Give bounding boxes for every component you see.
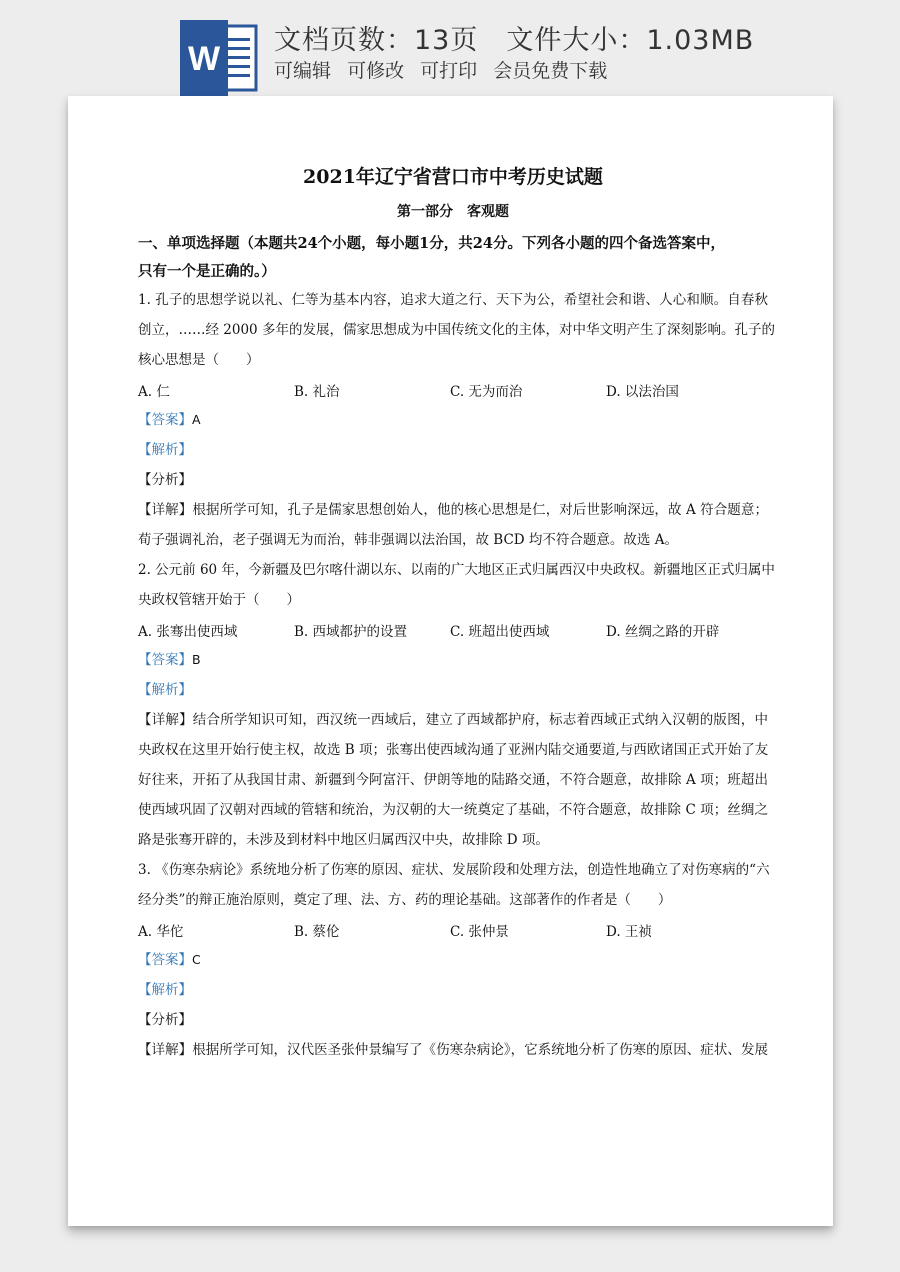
q2-detail-line: 使西域巩固了汉朝对西域的管辖和统治，为汉朝的大一统奠定了基础，不符合题意，故排除 C 项；丝绸之 [138, 802, 768, 818]
q3-stem-line: 经分类”的辩正施治原则，奠定了理、法、方、药的理论基础。这部著作的作者是（ ） [138, 892, 672, 908]
q3-option-c: C. 张仲景 [450, 924, 509, 940]
q3-option-d: D. 王祯 [606, 924, 652, 940]
q1-option-a: A. 仁 [138, 384, 170, 400]
q2-answer: 【答案】B [138, 652, 201, 668]
q1-option-b: B. 礼治 [294, 384, 340, 400]
file-stats [274, 18, 754, 57]
feature-member-download: 会员免费下载 [493, 60, 608, 82]
q1-analysis-label: 【解析】 [138, 442, 192, 458]
feature-printable: 可打印 [420, 60, 478, 82]
q1-detail-line: 荀子强调礼治，老子强调无为而治，韩非强调以法治国，故 BCD 均不符合题意。故选 A。 [138, 532, 678, 548]
q1-option-c: C. 无为而治 [450, 384, 523, 400]
q2-option-d: D. 丝绸之路的开辟 [606, 624, 720, 640]
part-heading: 第一部分 客观题 [397, 204, 509, 220]
q1-fenxi-label: 【分析】 [138, 472, 192, 488]
file-size: 文件大小：1.03MB [506, 25, 755, 56]
q1-detail-line: 【详解】根据所学可知，孔子是儒家思想创始人，他的核心思想是仁，对后世影响深远，故 A 符合题意； [138, 502, 768, 518]
document-info-banner [0, 0, 900, 100]
q3-answer: 【答案】C [138, 952, 201, 968]
feature-list [274, 56, 617, 83]
q2-detail-line: 央政权在这里开始行使主权，故选 B 项；张骞出使西域沟通了亚洲内陆交通要道,与西欧诸国正式开始了友 [138, 742, 769, 758]
q3-option-b: B. 蔡伦 [294, 924, 340, 940]
q2-option-c: C. 班超出使西域 [450, 624, 550, 640]
q2-detail-line: 路是张骞开辟的，未涉及到材料中地区归属西汉中央，故排除 D 项。 [138, 832, 549, 848]
q1-stem-line: 核心思想是（ ） [138, 352, 260, 368]
q1-option-d: D. 以法治国 [606, 384, 679, 400]
feature-modifiable: 可修改 [347, 60, 405, 82]
q2-detail-line: 好往来，开拓了从我国甘肃、新疆到今阿富汗、伊朗等地的陆路交通，不符合题意，故排除 A 项；班超出 [138, 772, 768, 788]
document-title: 2021年辽宁省营口市中考历史试题 [303, 166, 603, 188]
q1-answer: 【答案】A [138, 412, 201, 428]
q1-stem-line: 1. 孔子的思想学说以礼、仁等为基本内容，追求大道之行、天下为公，希望社会和谐、人心和顺。自春秋 [138, 292, 768, 308]
q2-stem-line: 2. 公元前 60 年，今新疆及巴尔喀什湖以东、以南的广大地区正式归属西汉中央政权。新疆地区正式归属中 [138, 562, 775, 578]
q2-analysis-label: 【解析】 [138, 682, 192, 698]
q3-analysis-label: 【解析】 [138, 982, 192, 998]
feature-editable: 可编辑 [274, 60, 332, 82]
q3-option-a: A. 华佗 [138, 924, 184, 940]
section-heading: 一、单项选择题（本题共24个小题，每小题1分，共24分。下列各小题的四个备选答案中， 只有一个是正确的。） [138, 235, 725, 280]
q1-stem-line: 创立，……经 2000 多年的发展，儒家思想成为中国传统文化的主体，对中华文明产生了深刻影响。孔子的 [138, 322, 775, 338]
q2-stem-line: 央政权管辖开始于（ ） [138, 592, 300, 608]
q3-stem-line: 3. 《伤寒杂病论》系统地分析了伤寒的原因、症状、发展阶段和处理方法，创造性地确立了对伤寒病的“六 [138, 862, 770, 878]
q2-option-b: B. 西域都护的设置 [294, 624, 408, 640]
page-count: 文档页数：13页 [274, 25, 479, 56]
q3-detail-line: 【详解】根据所学可知，汉代医圣张仲景编写了《伤寒杂病论》，它系统地分析了伤寒的原因、症状、发展 [138, 1042, 768, 1058]
svg-text:W: W [187, 40, 221, 78]
word-document-icon [180, 20, 260, 96]
q3-fenxi-label: 【分析】 [138, 1012, 192, 1028]
q2-detail-line: 【详解】结合所学知识可知，西汉统一西域后，建立了西域都护府，标志着西域正式纳入汉朝的版图，中 [138, 712, 768, 728]
document-page [68, 96, 833, 1226]
q2-option-a: A. 张骞出使西域 [138, 624, 238, 640]
